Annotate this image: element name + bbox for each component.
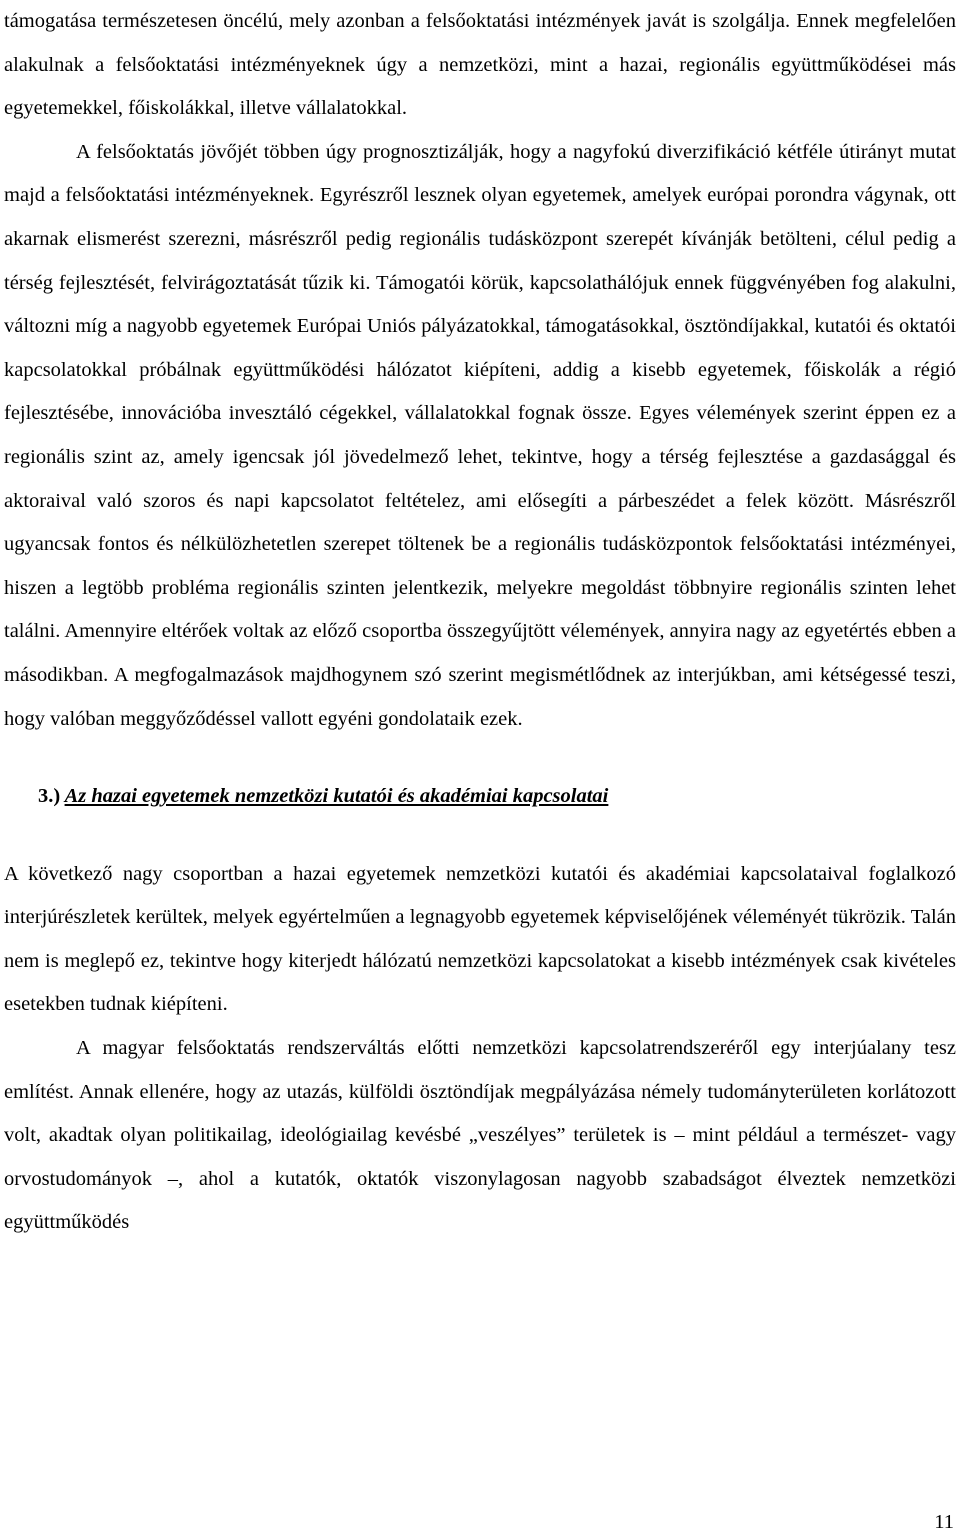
section-number: 3.) (38, 785, 61, 808)
paragraph-continued: támogatása természetesen öncélú, mely azonban a felsőoktatási intézmények javát is szolgálja. Ennek megfelelően alakulnak a felsőoktatási intézményeknek úgy a nemzetközi, mint a hazai, regionális együttműködései más egyetemekkel, főiskolákkal, illetve vállalatokkal. (4, 10, 956, 120)
paragraph-forecast: A felsőoktatás jövőjét többen úgy prognosztizálják, hogy a nagyfokú diverzifikáció kétféle útirányt mutat majd a felsőoktatási intézményeknek. Egyrészről lesznek olyan egyetemek, amelyek európai porondra vágynak, ott akarnak elismerést szerezni, másrészről pedig regionális tudásközpont szerepét kívánják betölteni, célul pedig a térség fejlesztését, felvirágoztatását tűzik ki. Támogatói körük, kapcsolathálójuk ennek függvényében fog alakulni, változni míg a nagyobb egyetemek Európai Uniós pályázatokkal, támogatásokkal, ösztöndíjakkal, kutatói és oktatói kapcsolatokkal próbálnak együttműködési hálózatot kiépíteni, addig a kisebb egyetemek, főiskolák a régió fejlesztésébe, innovációba invesztáló cégekkel, vállalatokkal fognak össze. Egyes vélemények szerint éppen ez a regionális szint az, amely igencsak jól jövedelmező lehet, tekintve, hogy a térség fejlesztése a gazdasággal és aktoraival való szoros és napi kapcsolatot feltételez, ami elősegíti a párbeszédet a felek között. Másrészről ugyancsak fontos és nélkülözhetetlen szerepet töltenek be a regionális tudásközpontok felsőoktatási intézményei, hiszen a legtöbb probléma regionális szinten jelentkezik, melyekre megoldást többnyire regionális szinten lehet találni. Amennyire eltérőek voltak az előző csoportba összegyűjtött vélemények, annyira nagy az egyetértés ebben a másodikban. A megfogalmazások majdhogynem szó szerint megismétlődnek az interjúkban, ami kétségessé teszi, hogy valóban meggyőződéssel vallott egyéni gondolataik ezek. (4, 140, 956, 730)
section-heading (4, 775, 956, 819)
paragraph-international-relations: A következő nagy csoportban a hazai egyetemek nemzetközi kutatói és akadémiai kapcsolataival foglalkozó interjúrészletek kerültek, melyek egyértelműen a legnagyobb egyetemek képviselőjének véleményét tükrözik. Talán nem is meglepő ez, tekintve hogy kiterjedt hálózatú nemzetközi kapcsolatokat a kisebb intézmények csak kivételes esetekben tudnak kiépíteni. (4, 862, 956, 1016)
section-title: Az hazai egyetemek nemzetközi kutatói és akadémiai kapcsolatai (64, 785, 609, 808)
paragraph-pre-transition: A magyar felsőoktatás rendszerváltás előtti nemzetközi kapcsolatrendszeréről egy interjúalany tesz említést. Annak ellenére, hogy az utazás, külföldi ösztöndíjak megpályázása némely tudományterületen korlátozott volt, akadtak olyan politikailag, ideológiailag kevésbé „veszélyes” területek is – mint például a természet- vagy orvostudományok –, ahol a kutatók, oktatók viszonylagosan nagyobb szabadságot élveztek nemzetközi együttműködés (4, 1037, 956, 1234)
document-page (4, 0, 956, 1245)
page-number: 11 (934, 1511, 954, 1533)
